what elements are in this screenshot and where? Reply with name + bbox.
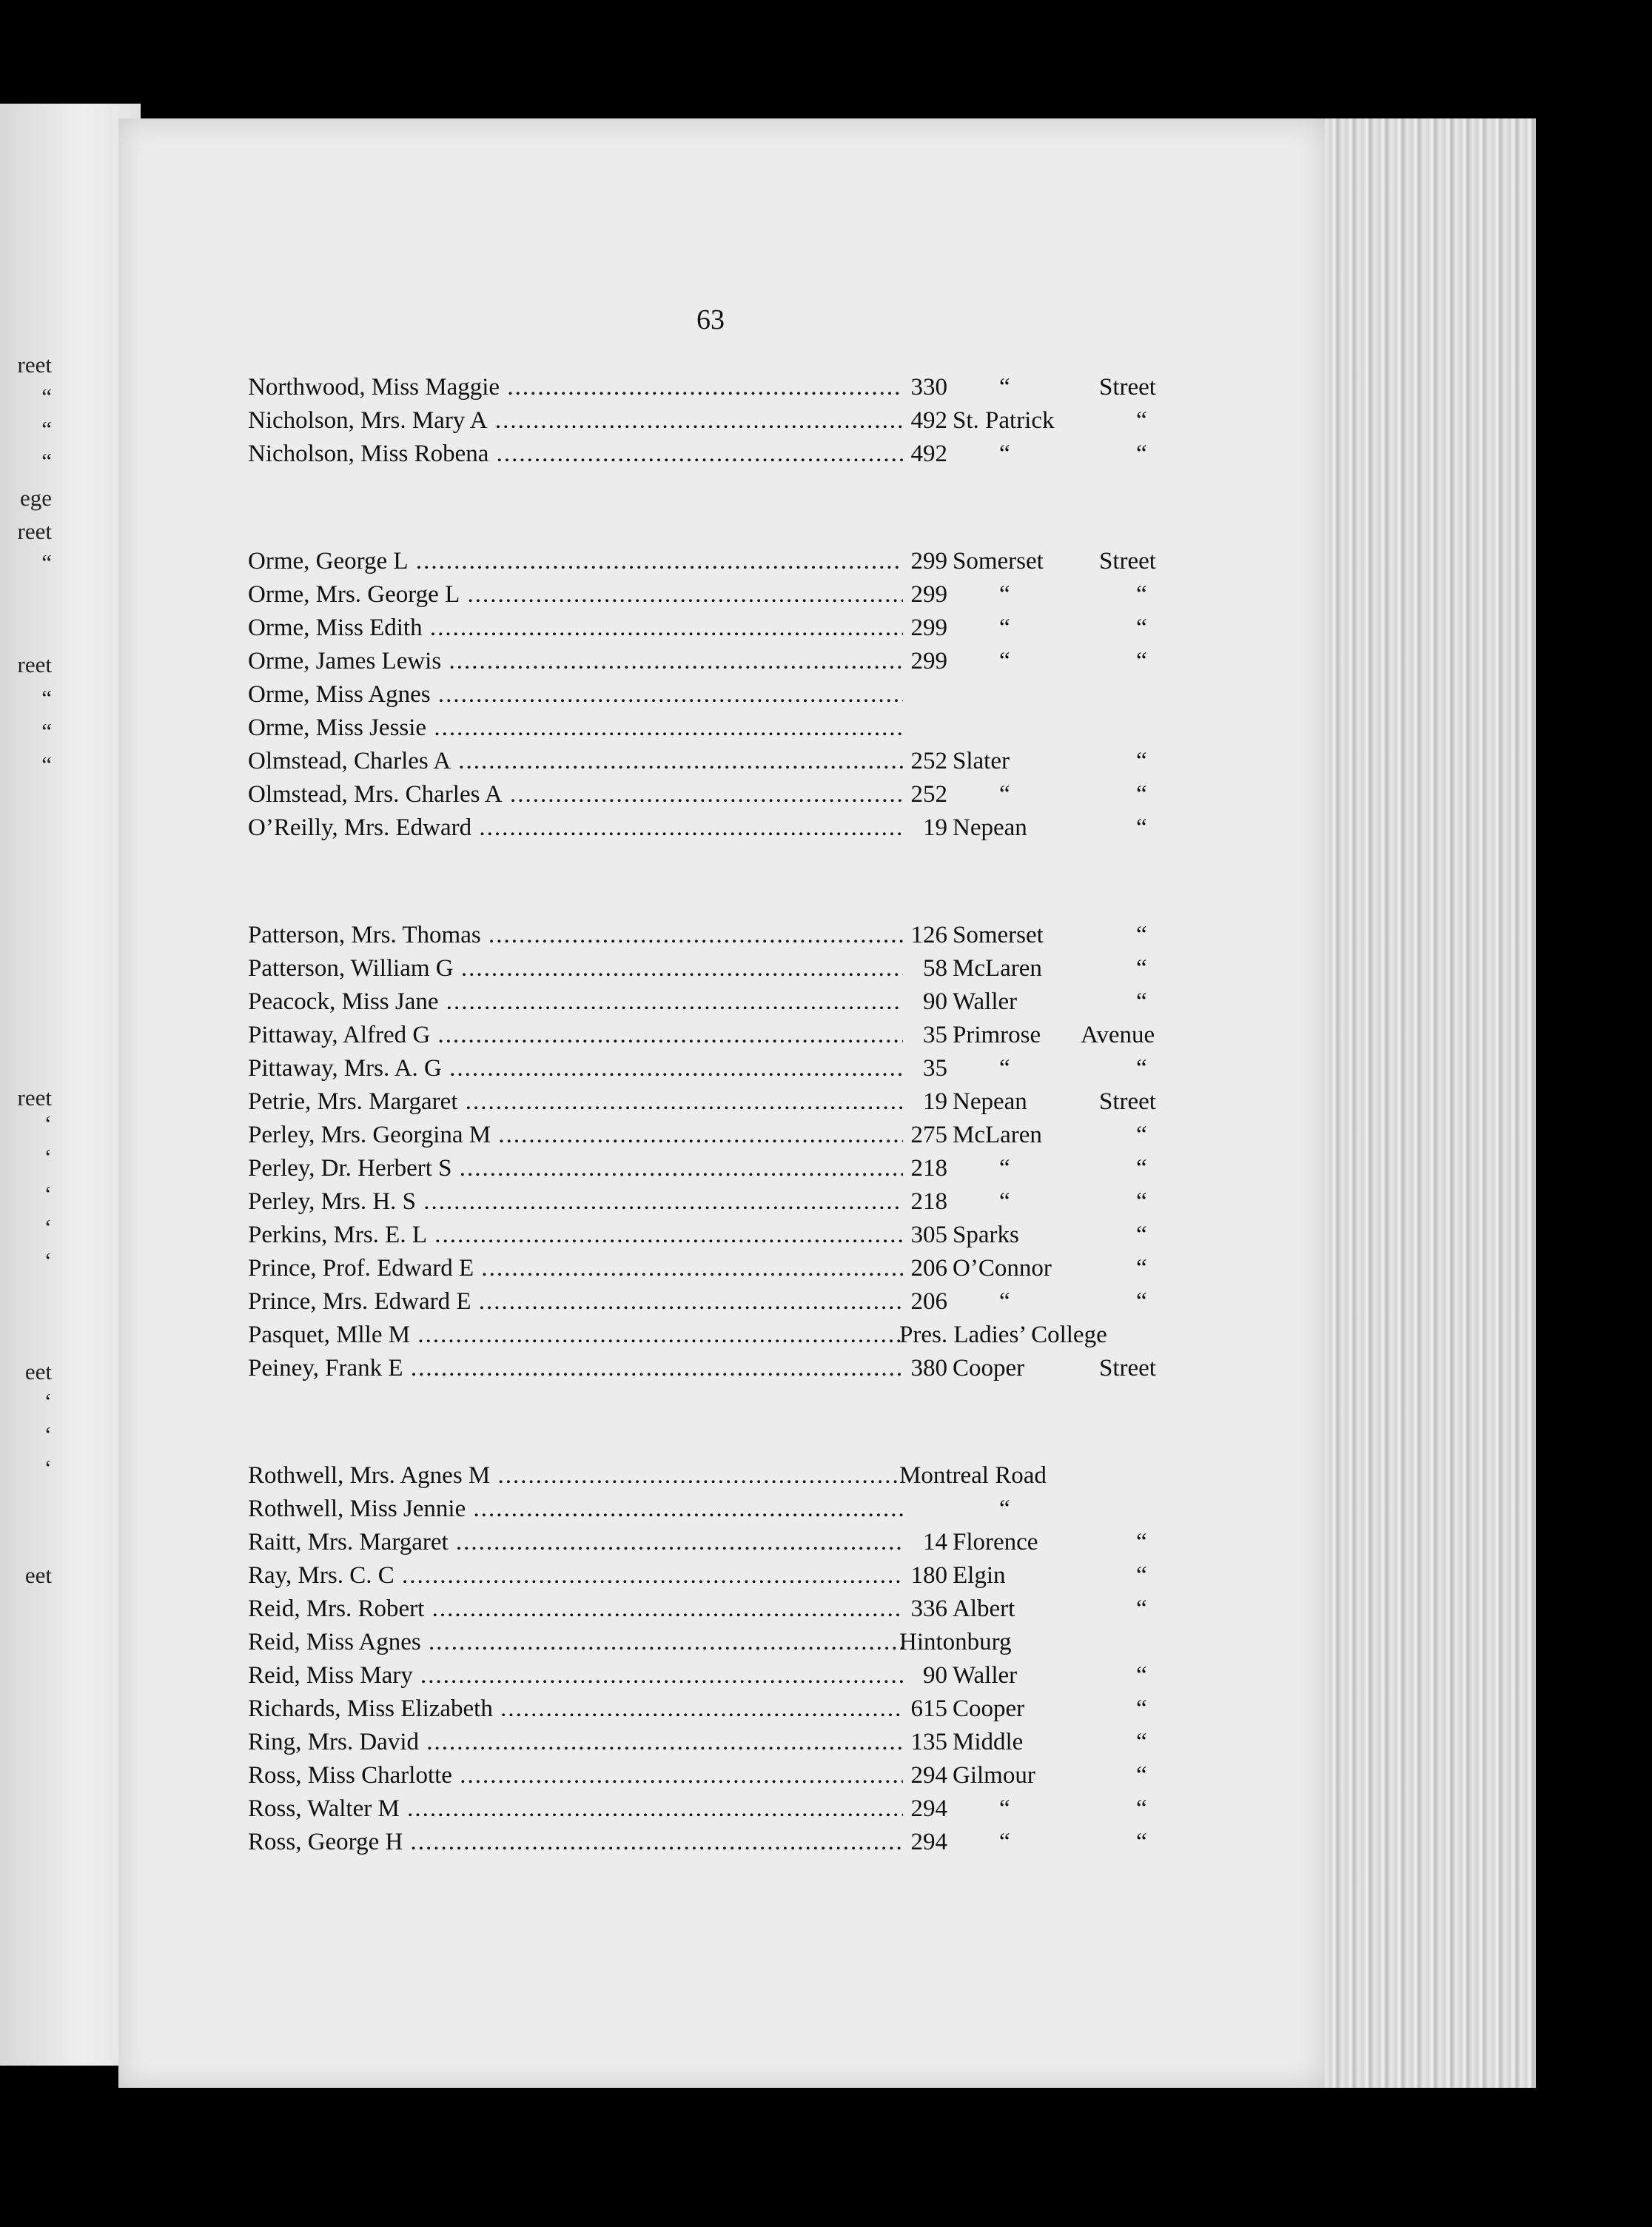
house-number-text: 305: [910, 1222, 947, 1248]
entry-street: O’Connor: [953, 1255, 1052, 1282]
entry-suffix: “: [1136, 581, 1147, 608]
house-number-text: 35: [923, 1022, 947, 1048]
left-page-fragment: reet: [17, 352, 52, 378]
house-number-text: 135: [910, 1729, 947, 1755]
entry-suffix: “: [1136, 441, 1147, 467]
directory-entry: [248, 1662, 1210, 1695]
entry-suffix: “: [1136, 1562, 1147, 1589]
entry-street: St. Patrick: [953, 407, 1055, 434]
entry-suffix: “: [1136, 1155, 1147, 1182]
entry-name: Orme, Miss Edith .....: [248, 614, 903, 642]
entry-street: Montreal Road: [899, 1462, 1047, 1489]
directory-entry: [248, 1255, 1210, 1287]
directory-entry: [248, 1288, 1210, 1321]
directory-entry: [248, 1122, 1210, 1154]
house-number-text: 90: [923, 988, 947, 1015]
directory-entry: [248, 1462, 1210, 1495]
left-page-fragment: “: [41, 751, 52, 777]
directory-entry: [248, 922, 1210, 954]
entry-suffix: “: [1136, 648, 1147, 674]
left-page-fragment: ‘: [44, 1388, 52, 1414]
entry-suffix: “: [1136, 1122, 1147, 1148]
entry-suffix: Street: [1099, 374, 1156, 401]
entry-name: Rothwell, Miss Jennie .....: [248, 1496, 903, 1523]
entry-suffix: Street: [1099, 1088, 1156, 1115]
entry-name: Patterson, Mrs. Thomas .....: [248, 922, 903, 949]
house-number-text: 299: [910, 548, 947, 575]
house-number-text: 252: [910, 748, 947, 774]
entry-name: Olmstead, Charles A .....: [248, 748, 903, 775]
entry-street: “: [999, 1155, 1010, 1182]
left-page-fragment: reet: [17, 1085, 52, 1111]
directory-entry: [248, 955, 1210, 988]
directory-entry: [248, 1795, 1210, 1828]
house-number-text: 126: [910, 922, 947, 948]
house-number-text: 380: [910, 1355, 947, 1382]
entry-suffix: “: [1136, 1529, 1147, 1555]
entry-name: Nicholson, Mrs. Mary A .....: [248, 407, 903, 435]
left-page-fragment: ‘: [44, 1455, 52, 1481]
house-number-text: 14: [923, 1529, 947, 1555]
entry-name: Pasquet, Mlle M .....: [248, 1322, 903, 1349]
left-page-fragment: ‘: [44, 1248, 52, 1273]
house-number-text: 218: [910, 1155, 947, 1182]
left-page-fragment: reet: [17, 652, 52, 677]
entry-name: Pittaway, Mrs. A. G .....: [248, 1055, 903, 1082]
entry-name: Richards, Miss Elizabeth .....: [248, 1695, 903, 1723]
entry-name: Orme, James Lewis .....: [248, 648, 903, 675]
directory-entry: [248, 1022, 1210, 1054]
entry-name: O’Reilly, Mrs. Edward .....: [248, 814, 903, 842]
house-number-text: 336: [910, 1595, 947, 1622]
entry-name: Perley, Mrs. Georgina M .....: [248, 1122, 903, 1149]
left-page-fragment: “: [41, 718, 52, 744]
entry-suffix: Avenue: [1081, 1022, 1155, 1048]
entry-suffix: “: [1136, 1055, 1147, 1082]
entry-street: Waller: [953, 988, 1018, 1015]
entry-suffix: Street: [1099, 1355, 1156, 1382]
entry-street: Middle: [953, 1729, 1024, 1755]
entry-name: Orme, George L .....: [248, 548, 903, 575]
directory-entry: [248, 1188, 1210, 1221]
entry-street: Albert: [953, 1595, 1015, 1622]
directory-entry: [248, 407, 1210, 440]
directory-entry: [248, 1496, 1210, 1528]
entry-street: “: [999, 648, 1010, 674]
house-number-text: 206: [910, 1288, 947, 1315]
entry-name: Peiney, Frank E .....: [248, 1355, 903, 1382]
entry-name: Ring, Mrs. David .....: [248, 1729, 903, 1756]
entry-suffix: “: [1136, 1729, 1147, 1755]
entry-street: “: [999, 1829, 1010, 1855]
entry-street: “: [999, 1055, 1010, 1082]
left-page-fragment: “: [41, 384, 52, 409]
entry-suffix: “: [1136, 1188, 1147, 1215]
directory-entry: [248, 1562, 1210, 1595]
entry-suffix: “: [1136, 1222, 1147, 1248]
entry-name: Orme, Miss Agnes .....: [248, 681, 903, 709]
entry-suffix: “: [1136, 814, 1147, 841]
entry-suffix: “: [1136, 781, 1147, 808]
left-page-fragment: eet: [24, 1359, 52, 1384]
house-number-text: 615: [910, 1695, 947, 1722]
entry-street: “: [999, 1496, 1010, 1522]
entry-name: Ross, Miss Charlotte .....: [248, 1762, 903, 1789]
entry-suffix: “: [1136, 1762, 1147, 1789]
directory-entry: [248, 1695, 1210, 1728]
house-number-text: 492: [910, 441, 947, 467]
page-stack-edge: [1314, 118, 1536, 2088]
directory-entry: [248, 988, 1210, 1021]
entry-suffix: “: [1136, 1255, 1147, 1282]
directory-entry: [248, 1222, 1210, 1254]
entry-name: Reid, Miss Agnes .....: [248, 1629, 903, 1656]
entry-suffix: “: [1136, 1595, 1147, 1622]
house-number-text: 252: [910, 781, 947, 808]
left-page-fragment: ‘: [44, 1144, 52, 1170]
entry-street: Waller: [953, 1662, 1018, 1689]
directory-entry: [248, 814, 1210, 847]
entry-name: Prince, Mrs. Edward E .....: [248, 1288, 903, 1316]
entry-suffix: “: [1136, 955, 1147, 982]
entry-street: Gilmour: [953, 1762, 1035, 1789]
directory-entry: [248, 714, 1210, 747]
entry-name: Perley, Dr. Herbert S .....: [248, 1155, 903, 1182]
entry-name: Peacock, Miss Jane .....: [248, 988, 903, 1016]
entry-street: “: [999, 1188, 1010, 1215]
left-page-fragment: “: [41, 416, 52, 442]
entry-name: Patterson, William G .....: [248, 955, 903, 982]
entry-name: Orme, Miss Jessie .....: [248, 714, 903, 742]
house-number-text: 35: [923, 1055, 947, 1082]
entry-street: “: [999, 781, 1010, 808]
house-number-text: 275: [910, 1122, 947, 1148]
entry-street: Primrose: [953, 1022, 1041, 1048]
directory-entry: [248, 1355, 1210, 1387]
page-number: 63: [696, 304, 725, 335]
entry-suffix: “: [1136, 614, 1147, 641]
left-page-fragment: “: [41, 549, 52, 575]
left-page-fragment: ‘: [44, 1181, 52, 1207]
directory-entry: [248, 581, 1210, 614]
entry-name: Petrie, Mrs. Margaret .....: [248, 1088, 903, 1116]
directory-entry: [248, 1155, 1210, 1188]
left-page-fragment: “: [41, 685, 52, 711]
house-number-text: 294: [910, 1829, 947, 1855]
entry-name: Pittaway, Alfred G .....: [248, 1022, 903, 1049]
entry-name: Raitt, Mrs. Margaret .....: [248, 1529, 903, 1556]
house-number-text: 492: [910, 407, 947, 434]
directory-entry: [248, 1088, 1210, 1121]
entry-name: Reid, Mrs. Robert .....: [248, 1595, 903, 1623]
entry-name: Ray, Mrs. C. C .....: [248, 1562, 903, 1590]
house-number-text: 19: [923, 1088, 947, 1115]
house-number-text: 330: [910, 374, 947, 401]
directory-entry: [248, 681, 1210, 714]
entry-name: Nicholson, Miss Robena .....: [248, 441, 903, 468]
entry-name: Ross, George H .....: [248, 1829, 903, 1856]
entry-name: Perkins, Mrs. E. L .....: [248, 1222, 903, 1249]
entry-suffix: “: [1136, 988, 1147, 1015]
house-number-text: 299: [910, 648, 947, 674]
entry-street: McLaren: [953, 955, 1042, 982]
directory-entry: [248, 374, 1210, 406]
directory-entry: [248, 748, 1210, 780]
left-page-fragment: ‘: [44, 1111, 52, 1136]
house-number-text: 294: [910, 1762, 947, 1789]
entry-street: Pres. Ladies’ College: [899, 1322, 1107, 1348]
entry-street: “: [999, 581, 1010, 608]
left-page-fragment: ‘: [44, 1421, 52, 1447]
left-page-fragment: ‘: [44, 1214, 52, 1240]
entry-name: Perley, Mrs. H. S .....: [248, 1188, 903, 1216]
entry-street: Nepean: [953, 1088, 1027, 1115]
entry-suffix: “: [1136, 1695, 1147, 1722]
entry-street: “: [999, 441, 1010, 467]
entry-suffix: “: [1136, 748, 1147, 774]
entry-street: Slater: [953, 748, 1010, 774]
entry-name: Rothwell, Mrs. Agnes M .....: [248, 1462, 903, 1490]
left-page-fragment: reet: [17, 518, 52, 544]
entry-street: Cooper: [953, 1355, 1025, 1382]
entry-name: Olmstead, Mrs. Charles A .....: [248, 781, 903, 808]
entry-street: “: [999, 374, 1010, 401]
entry-street: Hintonburg: [899, 1629, 1012, 1655]
entry-street: Elgin: [953, 1562, 1006, 1589]
house-number-text: 19: [923, 814, 947, 841]
directory-entry: [248, 781, 1210, 814]
house-number-text: 218: [910, 1188, 947, 1215]
entry-street: “: [999, 614, 1010, 641]
house-number-text: 206: [910, 1255, 947, 1282]
entry-name: Prince, Prof. Edward E .....: [248, 1255, 903, 1282]
left-page-fragment: ege: [19, 485, 52, 511]
directory-entry: [248, 1529, 1210, 1561]
entry-suffix: “: [1136, 1288, 1147, 1315]
house-number-text: 299: [910, 614, 947, 641]
directory-entry: [248, 1762, 1210, 1795]
entry-street: Sparks: [953, 1222, 1019, 1248]
entry-street: “: [999, 1795, 1010, 1822]
directory-entry: [248, 648, 1210, 680]
entry-street: Nepean: [953, 814, 1027, 841]
entry-suffix: “: [1136, 1829, 1147, 1855]
left-page-fragment: “: [41, 448, 52, 474]
entry-suffix: “: [1136, 1662, 1147, 1689]
directory-entry: [248, 1055, 1210, 1088]
house-number-text: 294: [910, 1795, 947, 1822]
house-number-text: 180: [910, 1562, 947, 1589]
directory-entry: [248, 1322, 1210, 1354]
directory-entry: [248, 614, 1210, 647]
entry-name: Orme, Mrs. George L .....: [248, 581, 903, 609]
directory-entry: [248, 441, 1210, 473]
directory-entry: [248, 1729, 1210, 1761]
entry-suffix: Street: [1099, 548, 1156, 575]
entry-suffix: “: [1136, 407, 1147, 434]
entry-street: Somerset: [953, 548, 1044, 575]
entry-name: Reid, Miss Mary .....: [248, 1662, 903, 1689]
directory-entry: [248, 1629, 1210, 1661]
entry-name: Northwood, Miss Maggie .....: [248, 374, 903, 401]
house-number-text: 299: [910, 581, 947, 608]
directory-entry: [248, 1595, 1210, 1628]
entry-suffix: “: [1136, 1795, 1147, 1822]
house-number-text: 90: [923, 1662, 947, 1689]
entry-street: Somerset: [953, 922, 1044, 948]
entry-street: Cooper: [953, 1695, 1025, 1722]
entry-name: Ross, Walter M .....: [248, 1795, 903, 1823]
entry-street: Florence: [953, 1529, 1038, 1555]
directory-entry: [248, 1829, 1210, 1861]
directory-entry: [248, 548, 1210, 580]
entry-suffix: “: [1136, 922, 1147, 948]
left-page-fragment: eet: [24, 1562, 52, 1588]
house-number-text: 58: [923, 955, 947, 982]
entry-street: “: [999, 1288, 1010, 1315]
entry-street: McLaren: [953, 1122, 1042, 1148]
